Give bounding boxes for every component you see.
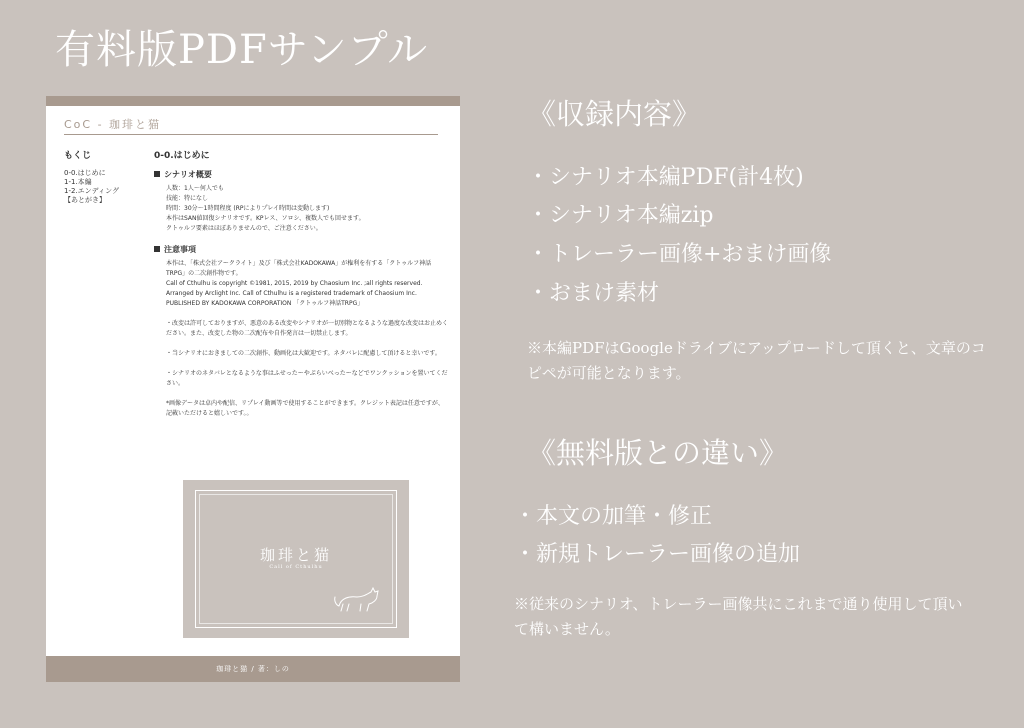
notes-paragraph: *画像データは卓内や配信、リプレイ動画等で使用することができます。クレジット表記は任意ですが、記載いただけると嬉しいです。。 [166, 400, 444, 417]
page-content [154, 148, 448, 419]
toc-title: もくじ [64, 151, 92, 161]
page-title: 有料版PDFサンプル [55, 27, 429, 73]
overview-line: クトゥルフ要素はほぼありませんので、ご注意ください。 [166, 225, 322, 232]
differences-heading: 《無料版との違い》 [527, 436, 789, 470]
cover-image [183, 480, 409, 638]
contents-item: ・シナリオ本編PDF(計4枚) [527, 165, 804, 190]
page-header: CoC - 珈琲と猫 [64, 118, 162, 131]
chapter-title: 0-0.はじめに [154, 151, 210, 161]
section-title: 注意事項 [154, 244, 448, 255]
contents-note: ※本編PDFはGoogleドライブにアップロードして頂くと、文章のコピペが可能となります。 [527, 339, 986, 382]
differences-item: ・新規トレーラー画像の追加 [514, 542, 801, 567]
contents-heading: 《収録内容》 [527, 97, 702, 131]
toc-item: 0-0.はじめに [64, 169, 106, 177]
cat-icon [333, 584, 383, 614]
overview-line: 時間：30分〜1時間程度 (RPによりプレイ時間は変動します) [166, 205, 330, 212]
overview-line: 技能：特になし [166, 195, 209, 202]
section-title: シナリオ概要 [154, 169, 448, 180]
toc-item: 【あとがき】 [64, 196, 106, 204]
notes-paragraph: Call of Cthulhu is copyright ©1981, 2015, 2019 by Chaosium Inc. ;all rights reserved. Arranged by Arclight Inc. Call of Cthulhu is a registered trademark of Chaosium Inc. PUBLISHED BY KADOKAWA CORPORATION 「クトゥルフ神話TRPG」 [166, 280, 423, 307]
overview-lines [154, 184, 448, 234]
differences-item: ・本文の加筆・修正 [514, 504, 713, 529]
contents-item: ・おまけ素材 [527, 281, 660, 306]
contents-item: ・トレーラー画像+おまけ画像 [527, 242, 832, 267]
notes-paragraph: ・改変は許可しておりますが、悪意のある改変やシナリオが一切別物となるような過度な改変はお止めください。また、改変した物の二次配布や自作発言は一切禁止します。 [166, 320, 448, 337]
square-bullet-icon [154, 171, 160, 177]
table-of-contents [64, 148, 144, 205]
contents-item: ・シナリオ本編zip [527, 203, 714, 228]
page-top-bar [46, 96, 460, 106]
notes-paragraph: 本作は、「株式会社アークライト」及び「株式会社KADOKAWA」が権利を有する「クトゥルフ神話TRPG」の二次創作物です。 [166, 260, 432, 277]
toc-item: 1-2.エンディング [64, 187, 119, 195]
cover-subtitle: Call of Cthulhu [269, 564, 323, 570]
overview-line: 人数：1人〜何人でも [166, 185, 224, 192]
pdf-page-preview [46, 96, 460, 682]
square-bullet-icon [154, 246, 160, 252]
notes-paragraph: ・当シナリオにおきましての二次創作、動画化は大歓迎です。ネタバレに配慮して頂けると幸いです。 [166, 350, 441, 357]
cover-title: 珈琲と猫 [259, 546, 332, 564]
page-footer: 珈琲と猫 / 著：しの [46, 656, 460, 682]
toc-item: 1-1.本編 [64, 178, 92, 186]
overview-line: 本作はSAN値回復シナリオです。KPレス、ソロシ、複数人でも回せます。 [166, 215, 365, 222]
notes-paragraphs [154, 259, 448, 419]
notes-paragraph: ・シナリオのネタバレとなるような事はふせったーやぷらいべったーなどでワンクッションを置いてください。 [166, 370, 448, 387]
header-rule [64, 134, 438, 135]
differences-note: ※従来のシナリオ、トレーラー画像共にこれまで通り使用して頂いて構いません。 [514, 595, 963, 638]
